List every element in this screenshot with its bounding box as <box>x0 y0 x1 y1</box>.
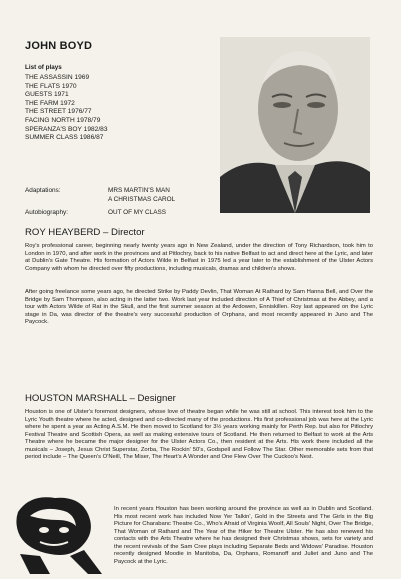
play-item: SUMMER CLASS 1986/87 <box>25 134 104 142</box>
play-item: THE FARM 1972 <box>25 99 75 107</box>
houston-marshall-bio-paragraph: Houston is one of Ulster's foremost designers, whose love of theatre began while he was still at school. This interest took him to the Lyric Youth theatre where he acted, designed and co-directed many of the productions. His first professional job was here at the Lyric where he spent a year as Acting A.S.M. He then moved to Scotland for 3½ years working mainly for Perth Rep. but also for Pitlochry Festival Theatre and Scottish Opera, as well as making extensive tours of Scotland. He then returned to Belfast to work at the Arts Theatre where he became the major designer for the Ulster Actors Co., then resident at the Arts. His work there included all the musicals – Joseph, Jesus Christ Superstar, Zorba, The Rockin' 50's, Godspell and Follow The Star. Other memorable sets from that period include – The Queen's O'Neill, The Miser, The Heart's A Wonder and One Flew Over The Cuckoo's Nest. <box>25 409 373 461</box>
adaptation-item: A CHRISTMAS CAROL <box>108 195 176 203</box>
houston-marshall-bio-paragraph: In recent years Houston has been working around the province as well as in Dublin and Scotland. His most recent work has included Now Yer Talkin', Gold in the Streets and The Girls in the Big Picture for Charabanc Theatre Co., Who's Afraid of Virginia Woolf, All Souls' Night, Over The Bridge, That Woman of Rathard and The Year of the Hiker for Theatre Ulster. He has also renewed his contacts with the Arts Theatre where he has designed their Christmas shows, sets for variety and the recent revivals of the Sam Cree plays including Separate Beds and Widows' Paradise. Houston recently designed Moodie in Manitoba, Da, Orphans, Romanoff and Juliet and Juno and The Paycock at the Lyric. <box>114 506 373 565</box>
play-item: FACING NORTH 1978/79 <box>25 116 101 124</box>
houston-marshall-heading: HOUSTON MARSHALL – Designer <box>25 393 176 404</box>
plays-list <box>25 74 108 143</box>
adaptations-list <box>108 187 175 204</box>
adaptation-item: MRS MARTIN'S MAN <box>108 187 170 194</box>
autobiography-title: OUT OF MY CLASS <box>108 209 167 216</box>
roy-heayberd-bio-paragraph: Roy's professional career, beginning nearly twenty years ago in New Zealand, under the direction of Tony Richardson, took him to London in 1970, and after work in the provinces and at Pitlochry, back to his native Belfast to act and direct here at the Lyric, and later at Dublin's Gate Theatre. His formation of Actors Wilde in Belfast in 1975 led a year later to the establishment of the Ulster Actors Company with whom he directed over fifty productions, including musicals, dramas and children's shows. <box>25 243 373 272</box>
autobiography-label: Autobiography: <box>25 209 68 216</box>
john-boyd-portrait <box>220 37 370 213</box>
play-item: SPERANZA'S BOY 1982/83 <box>25 125 108 133</box>
roy-heayberd-bio-paragraph: After going freelance some years ago, he directed Strike by Paddy Devlin, That Woman At Rathard by Sam Hanna Bell, and Over the Bridge by Sam Thompson, also acting in the latter two. Work last year included direction of A Thief of Christmas at the Abbey, and a tour with Actors Wilde of Rat in the Skull, and the first summer season at the Ardowen, Enniskillen. Roy last appeared on the Lyric stage in Da, was director of the theatre's very successful production of Orphans, and most recently appeared in Juno and The Paycock. <box>25 289 373 326</box>
plays-heading: List of plays <box>25 64 62 71</box>
play-item: GUESTS 1971 <box>25 91 69 99</box>
john-boyd-name: JOHN BOYD <box>25 40 93 52</box>
play-item: THE ASSASSIN 1969 <box>25 74 90 81</box>
play-item: THE FLATS 1970 <box>25 82 77 90</box>
adaptations-label: Adaptations: <box>25 187 61 194</box>
play-item: THE STREET 1976/77 <box>25 108 92 116</box>
caricature-illustration <box>10 492 110 574</box>
roy-heayberd-heading: ROY HEAYBERD – Director <box>25 227 145 238</box>
